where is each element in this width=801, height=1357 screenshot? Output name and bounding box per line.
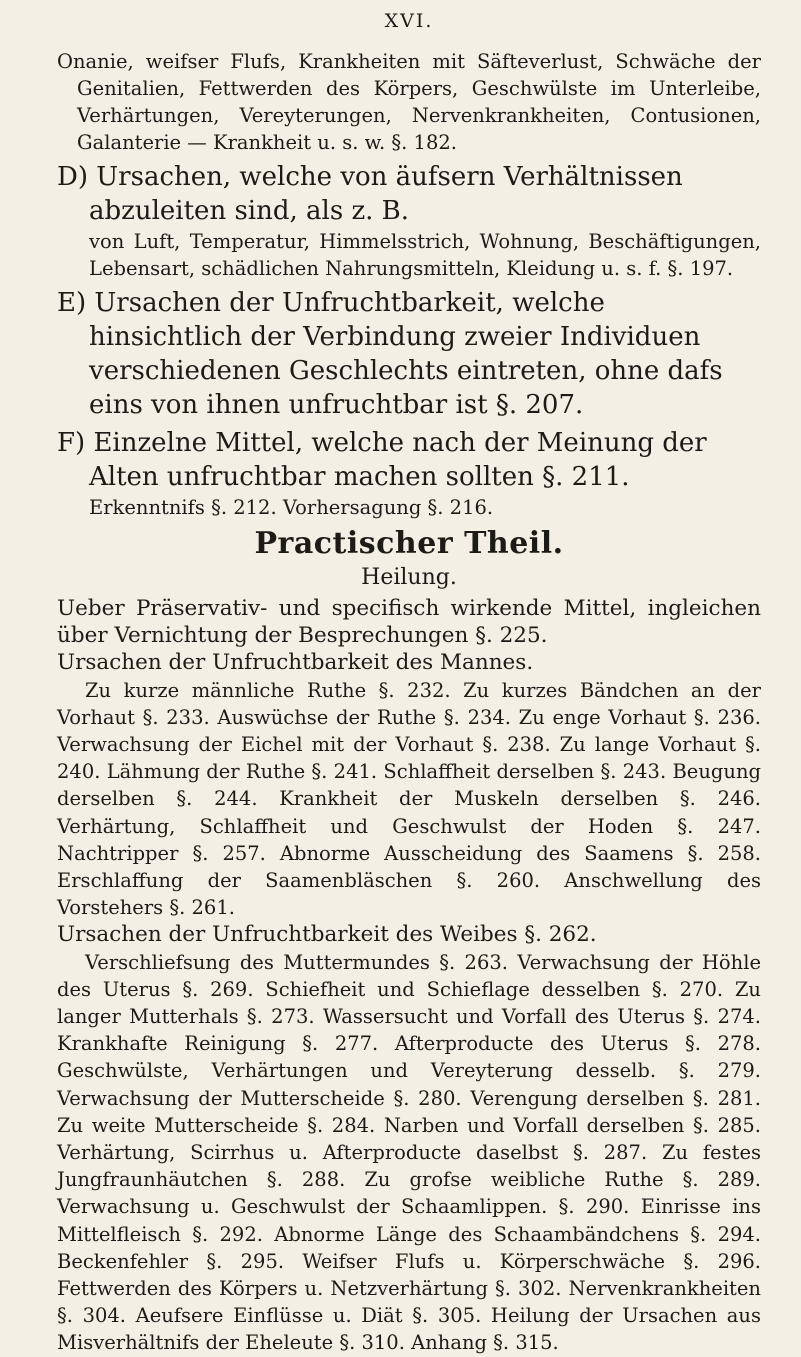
section-heading: E) Ursachen der Unfruchtbarkeit, welche hinsichtlich der Verbindung zweier Individuen verschiedenen Geschlechts eintreten, ohne dafs eins von ihnen unfruchtbar ist §. 207. xyxy=(57,288,723,420)
section-f xyxy=(57,426,761,521)
page-number: XVI. xyxy=(384,10,434,32)
intro-paragraph: Onanie, weifser Flufs, Krankheiten mit Säfteverlust, Schwäche der Genitalien, Fettwerden des Körpers, Geschwülste im Unterleibe, Verhärtungen, Vereyterungen, Nervenkrankheiten, Contusionen, Galanterie — Krankheit u. s. w. §. 182. xyxy=(57,50,761,154)
part-title: Practischer Theil. xyxy=(254,526,564,561)
section-heading: D) Ursachen, welche von äufsern Verhältnissen abzuleiten sind, als z. B. xyxy=(57,162,683,226)
subtitle: Heilung. xyxy=(361,565,457,590)
section-subtext: von Luft, Temperatur, Himmelsstrich, Wohnung, Beschäftigungen, Lebensart, schädlichen Nahrungsmitteln, Kleidung u. s. f. §. 197. xyxy=(89,230,761,280)
paragraph: Ueber Präservativ- und specifisch wirkende Mittel, ingleichen über Vernichtung der Besprechungen §. 225. xyxy=(57,596,761,649)
paragraph: Verschliefsung des Muttermundes §. 263. Verwachsung der Höhle des Uterus §. 269. Schiefheit und Schieflage desselben §. 270. Zu langer Mutterhals §. 273. Wassersucht und Vorfall des Uterus §. 274. Krankhafte Reinigung §. 277. Afterproducte des Uterus §. 278. Geschwülste, Verhärtungen und Vereyterung desselb. §. 279. Verwachsung der Mutterscheide §. 280. Verengung derselben §. 281. Zu weite Mutterscheide §. 284. Narben und Vorfall derselben §. 285. Verhärtung, Scirrhus u. Afterproducte daselbst §. 287. Zu festes Jungfraunhäutchen §. 288. Zu grofse weibliche Ruthe §. 289. Verwachsung u. Geschwulst der Schaamlippen. §. 290. Einrisse ins Mittelfleisch §. 292. Abnorme Länge des Schaambändchens §. 294. Beckenfehler §. 295. Weifser Flufs u. Körperschwäche §. 296. Fettwerden des Körpers u. Netzverhärtung §. 302. Nervenkrankheiten §. 304. Aeufsere Einflüsse u. Diät §. 305. Heilung der Ursachen aus Misverhältnifs der Eheleute §. 310. Anhang §. 315. xyxy=(57,950,761,1355)
paragraph: Ursachen der Unfruchtbarkeit des Weibes §. 262. xyxy=(57,922,597,948)
section-e xyxy=(57,286,761,422)
paragraph: Ursachen der Unfruchtbarkeit des Mannes. xyxy=(57,650,534,676)
paragraph: Zu kurze männliche Ruthe §. 232. Zu kurzes Bändchen an der Vorhaut §. 233. Auswüchse der Ruthe §. 234. Zu enge Vorhaut §. 236. Verwachsung der Eichel mit der Vorhaut §. 238. Zu lange Vorhaut §. 240. Lähmung der Ruthe §. 241. Schlaffheit derselben §. 243. Beugung derselben §. 244. Krankheit der Muskeln derselben §. 246. Verhärtung, Schlaffheit und Geschwulst der Hoden §. 247. Nachtripper §. 257. Abnorme Ausscheidung des Saamens §. 258. Erschlaffung der Saamenbläschen §. 260. Anschwellung des Vorstehers §. 261. xyxy=(57,678,761,920)
section-d xyxy=(57,160,761,282)
body-text xyxy=(57,595,761,1357)
section-heading: F) Einzelne Mittel, welche nach der Meinung der Alten unfruchtbar machen sollten §. 211. xyxy=(57,428,707,492)
section-subtext: Erkenntnifs §. 212. Vorhersagung §. 216. xyxy=(89,496,494,519)
